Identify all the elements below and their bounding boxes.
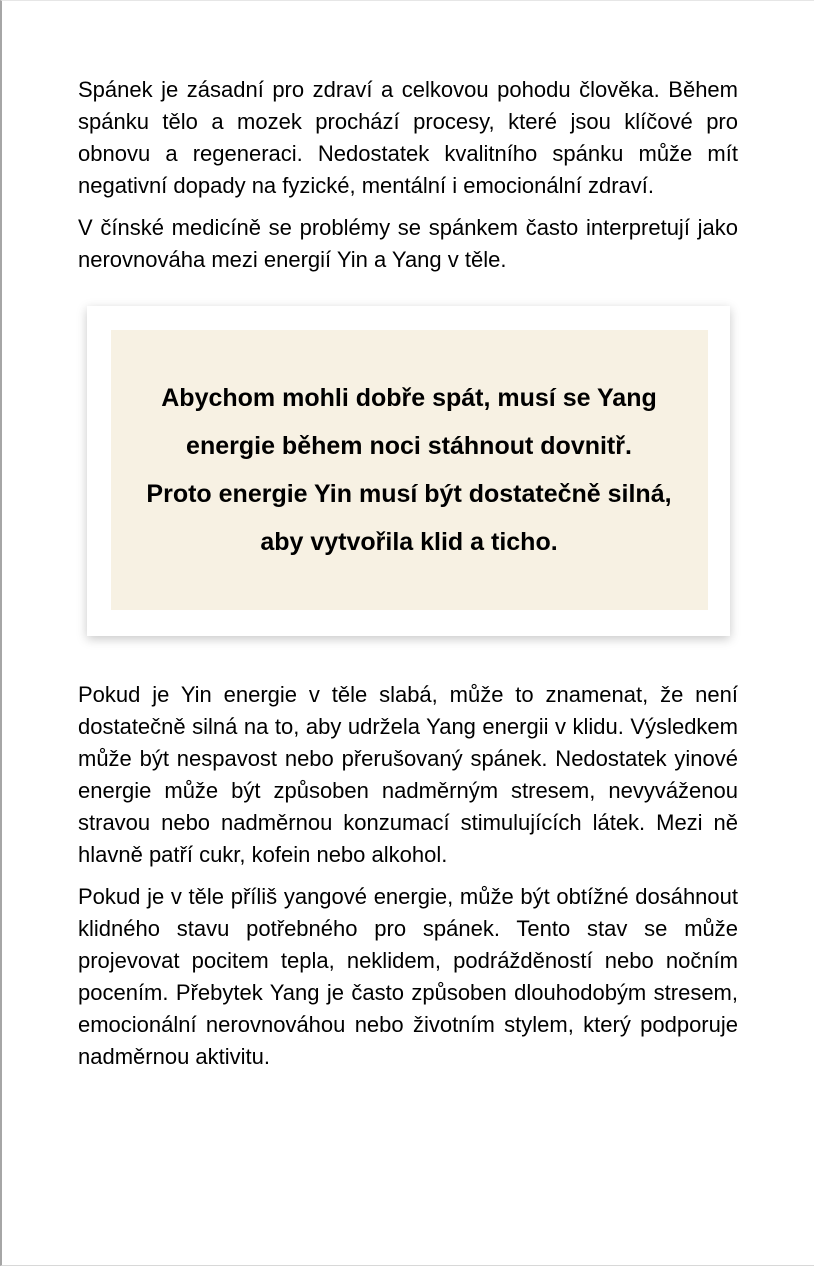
paragraph-excess-yang: Pokud je v těle příliš yangové energie, může být obtížné dosáhnout klidného stavu potřebného pro spánek. Tento stav se může projevovat pocitem tepla, neklidem, podrážděností nebo nočním pocením. Přebytek Yang je často způsoben dlouhodobým stresem, emocionální nerovnováhou nebo životním stylem, který podporuje nadměrnou aktivitu. <box>78 884 738 1069</box>
paragraph-weak-yin: Pokud je Yin energie v těle slabá, může to znamenat, že není dostatečně silná na to, aby udržela Yang energii v klidu. Výsledkem může být nespavost nebo přerušovaný spánek. Nedostatek yinové energie může být způsoben nadměrným stresem, nevyváženou stravou nebo nadměrnou konzumací stimulujících látek. Mezi ně hlavně patří cukr, kofein nebo alkohol. <box>78 682 738 867</box>
paragraph-sleep-importance: Spánek je zásadní pro zdraví a celkovou pohodu člověka. Během spánku tělo a mozek prochází procesy, které jsou klíčové pro obnovu a regeneraci. Nedostatek kvalitního spánku může mít negativní dopady na fyzické, mentální i emocionální zdraví. <box>78 77 738 198</box>
quote-line-4: aby vytvořila klid a ticho. <box>260 528 558 556</box>
quote-highlight-box <box>111 330 708 610</box>
page-content <box>2 1 814 1073</box>
paragraph-chinese-medicine: V čínské medicíně se problémy se spánkem často interpretují jako nerovnováha mezi energií Yin a Yang v těle. <box>78 215 738 272</box>
quote-card <box>87 306 730 636</box>
quote-line-3: Proto energie Yin musí být dostatečně silná, <box>146 480 672 508</box>
quote-line-1: Abychom mohli dobře spát, musí se Yang <box>161 384 657 412</box>
quote-line-2: energie během noci stáhnout dovnitř. <box>186 432 632 460</box>
